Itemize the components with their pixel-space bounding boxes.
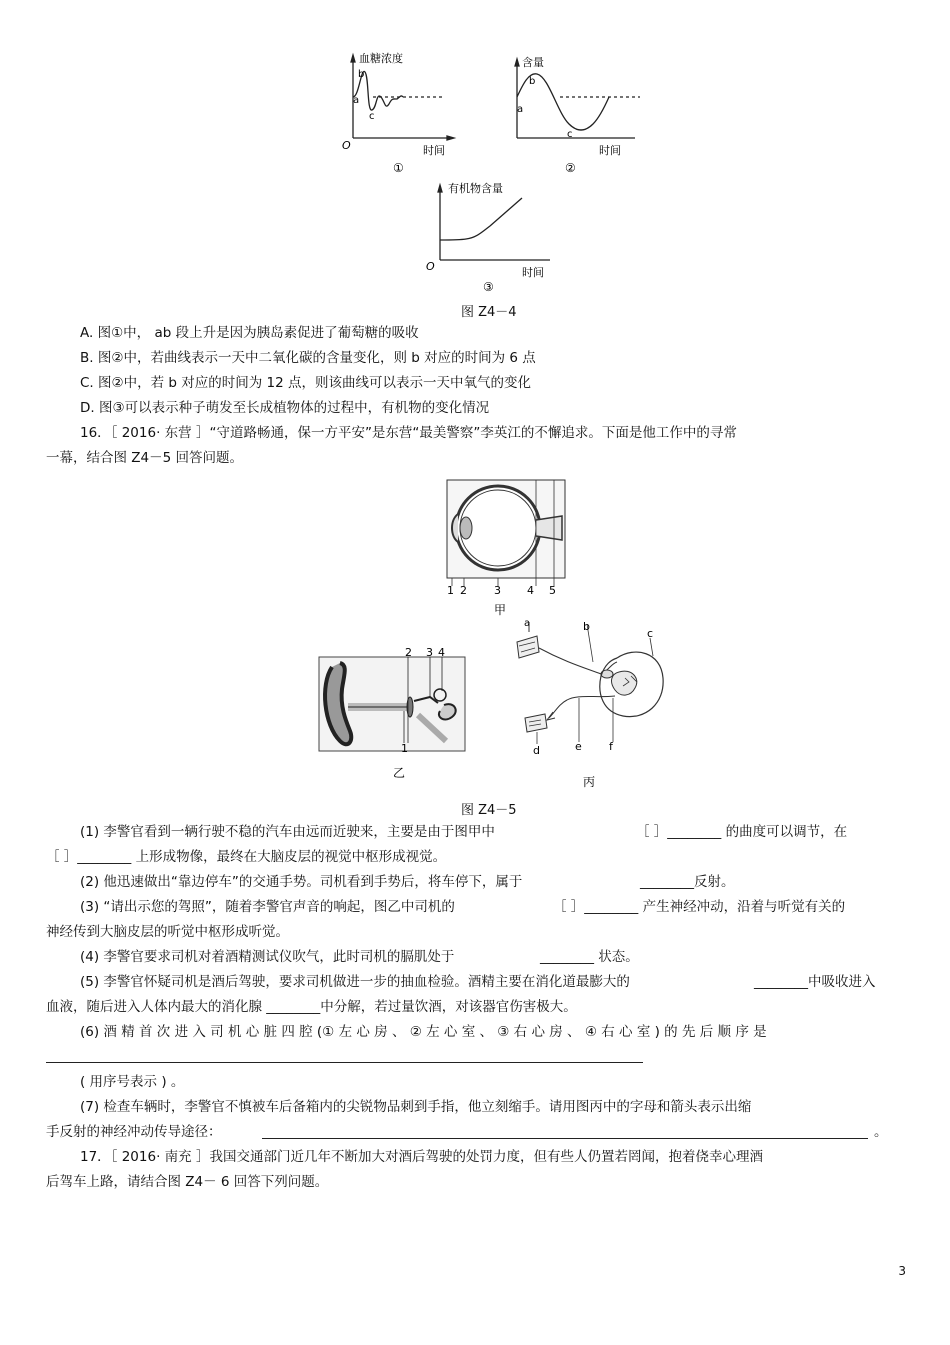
q16-part7-answer-line[interactable] xyxy=(262,1138,868,1139)
q17-line1: 17．［ 2016· 南充 ］我国交通部门近几年不断加大对酒后驾驶的处罚力度，但有些人仍置若罔闻，抱着侥幸心理酒 xyxy=(80,1149,763,1165)
graph-2-point-a: a xyxy=(517,104,524,115)
q16-part6-note: ( 用序号表示 ) 。 xyxy=(80,1074,185,1090)
page-number: 3 xyxy=(898,1264,906,1278)
eye-label-4: 4 xyxy=(527,584,534,597)
figure-z4-5-caption: 图 Z4－5 xyxy=(461,803,517,818)
eye-label-5: 5 xyxy=(549,584,556,597)
q16-part6-answer-line[interactable] xyxy=(46,1062,643,1063)
reflex-label-d: d xyxy=(533,744,540,757)
graph-2-ylabel: 含量 xyxy=(522,56,544,69)
q16-part1-blank1[interactable]: ［ ］________ 的曲度可以调节，在 xyxy=(636,824,848,840)
graph-1-point-c: c xyxy=(369,111,375,122)
eye-diagram xyxy=(440,478,570,618)
eye-label-2: 2 xyxy=(460,584,467,597)
graph-2 xyxy=(505,42,645,182)
option-c: C. 图②中，若 b 对应的时间为 12 点，则该曲线可以表示一天中氧气的变化 xyxy=(80,375,532,391)
graph-3-number: ③ xyxy=(483,280,494,294)
graph-3 xyxy=(420,180,560,295)
graph-1-point-b: b xyxy=(358,69,365,80)
graph-3-xlabel: 时间 xyxy=(522,266,544,279)
reflex-label-e: e xyxy=(575,740,582,753)
q16-part4-text: (4) 李警官要求司机对着酒精测试仪吹气，此时司机的膈肌处于 xyxy=(80,949,455,965)
q16-part3-blank[interactable]: ［ ］________ 产生神经冲动，沿着与听觉有关的 xyxy=(553,899,846,915)
ear-label-3: 3 xyxy=(426,646,433,659)
q16-part3-text2: 神经传到大脑皮层的听觉中枢形成听觉。 xyxy=(46,924,289,940)
graph-2-point-b: b xyxy=(529,76,536,87)
graph-1-number: ① xyxy=(393,161,404,175)
graph-2-xlabel: 时间 xyxy=(599,144,621,157)
graph-1 xyxy=(335,42,465,182)
q16-part7-text2: 手反射的神经冲动传导途径： xyxy=(46,1124,222,1140)
q16-intro-line2: 一幕，结合图 Z4－5 回答问题。 xyxy=(46,450,244,466)
q16-part3-text: (3) “请出示您的驾照”，随着李警官声音的响起，图乙中司机的 xyxy=(80,899,455,915)
option-b: B. 图②中，若曲线表示一天中二氧化碳的含量变化，则 b 对应的时间为 6 点 xyxy=(80,350,536,366)
option-d: D. 图③可以表示种子萌发至长成植物体的过程中，有机物的变化情况 xyxy=(80,400,490,416)
option-a: A. 图①中， ab 段上升是因为胰岛素促进了葡萄糖的吸收 xyxy=(80,325,419,341)
eye-label-3: 3 xyxy=(494,584,501,597)
reflex-label-b: b xyxy=(583,620,590,633)
reflex-arc-diagram xyxy=(505,612,675,792)
graph-1-point-a: a xyxy=(353,95,360,106)
q16-part5-text: (5) 李警官怀疑司机是酒后驾驶，要求司机做进一步的抽血检验。酒精主要在消化道最膨大的 xyxy=(80,974,630,990)
ear-label-2: 2 xyxy=(405,646,412,659)
q16-part1-blank2[interactable]: ［ ］________ 上形成物像，最终在大脑皮层的视觉中枢形成视觉。 xyxy=(46,849,447,865)
reflex-label-f: f xyxy=(609,740,613,753)
q16-part7-period: 。 xyxy=(874,1124,888,1140)
q16-part6-text: (6) 酒 精 首 次 进 入 司 机 心 脏 四 腔 (① 左 心 房 、 ② 左 心 室 、 ③ 右 心 房 、 ④ 右 心 室 ) 的 先 后 顺 序 是 xyxy=(80,1024,767,1040)
graph-1-ylabel: 血糖浓度 xyxy=(359,52,403,65)
q16-intro-line1: 16．［ 2016· 东营 ］“守道路畅通，保一方平安”是东营“最美警察”李英江的不懈追求。下面是他工作中的寻常 xyxy=(80,425,737,441)
graph-2-point-c: c xyxy=(567,129,573,140)
ear-label-4: 4 xyxy=(438,646,445,659)
q16-part2-text: (2) 他迅速做出“靠边停车”的交通手势。司机看到手势后，将车停下，属于 xyxy=(80,874,523,890)
q16-part7-text: (7) 检查车辆时，李警官不慎被车后备箱内的尖锐物品刺到手指，他立刻缩手。请用图丙中的字母和箭头表示出缩 xyxy=(80,1099,752,1115)
graph-1-origin: O xyxy=(342,139,351,152)
eye-label-1: 1 xyxy=(447,584,454,597)
ear-diagram xyxy=(318,645,468,785)
graph-3-origin: O xyxy=(426,260,435,273)
reflex-label-c: c xyxy=(647,627,654,640)
graph-2-number: ② xyxy=(565,161,576,175)
q17-line2: 后驾车上路，请结合图 Z4－ 6 回答下列问题。 xyxy=(46,1174,329,1190)
figure-z4-4-caption: 图 Z4－4 xyxy=(461,305,517,320)
reflex-label-a: a xyxy=(524,618,531,629)
q16-part2-blank[interactable]: ________反射。 xyxy=(640,874,735,890)
q16-part1-text: (1) 李警官看到一辆行驶不稳的汽车由远而近驶来，主要是由于图甲中 xyxy=(80,824,495,840)
graph-3-ylabel: 有机物含量 xyxy=(448,182,503,195)
q16-part5-blank1[interactable]: ________中吸收进入 xyxy=(754,974,876,990)
ear-figure-name: 乙 xyxy=(393,766,406,780)
q16-part4-blank[interactable]: ________ 状态。 xyxy=(540,949,639,965)
reflex-figure-name: 丙 xyxy=(583,775,596,789)
eye-figure-name: 甲 xyxy=(494,603,507,617)
q16-part5-text2[interactable]: 血液，随后进入人体内最大的消化腺 ________中分解，若过量饮酒，对该器官伤害极大。 xyxy=(46,999,577,1015)
ear-label-1: 1 xyxy=(401,742,408,755)
graph-1-xlabel: 时间 xyxy=(423,144,445,157)
